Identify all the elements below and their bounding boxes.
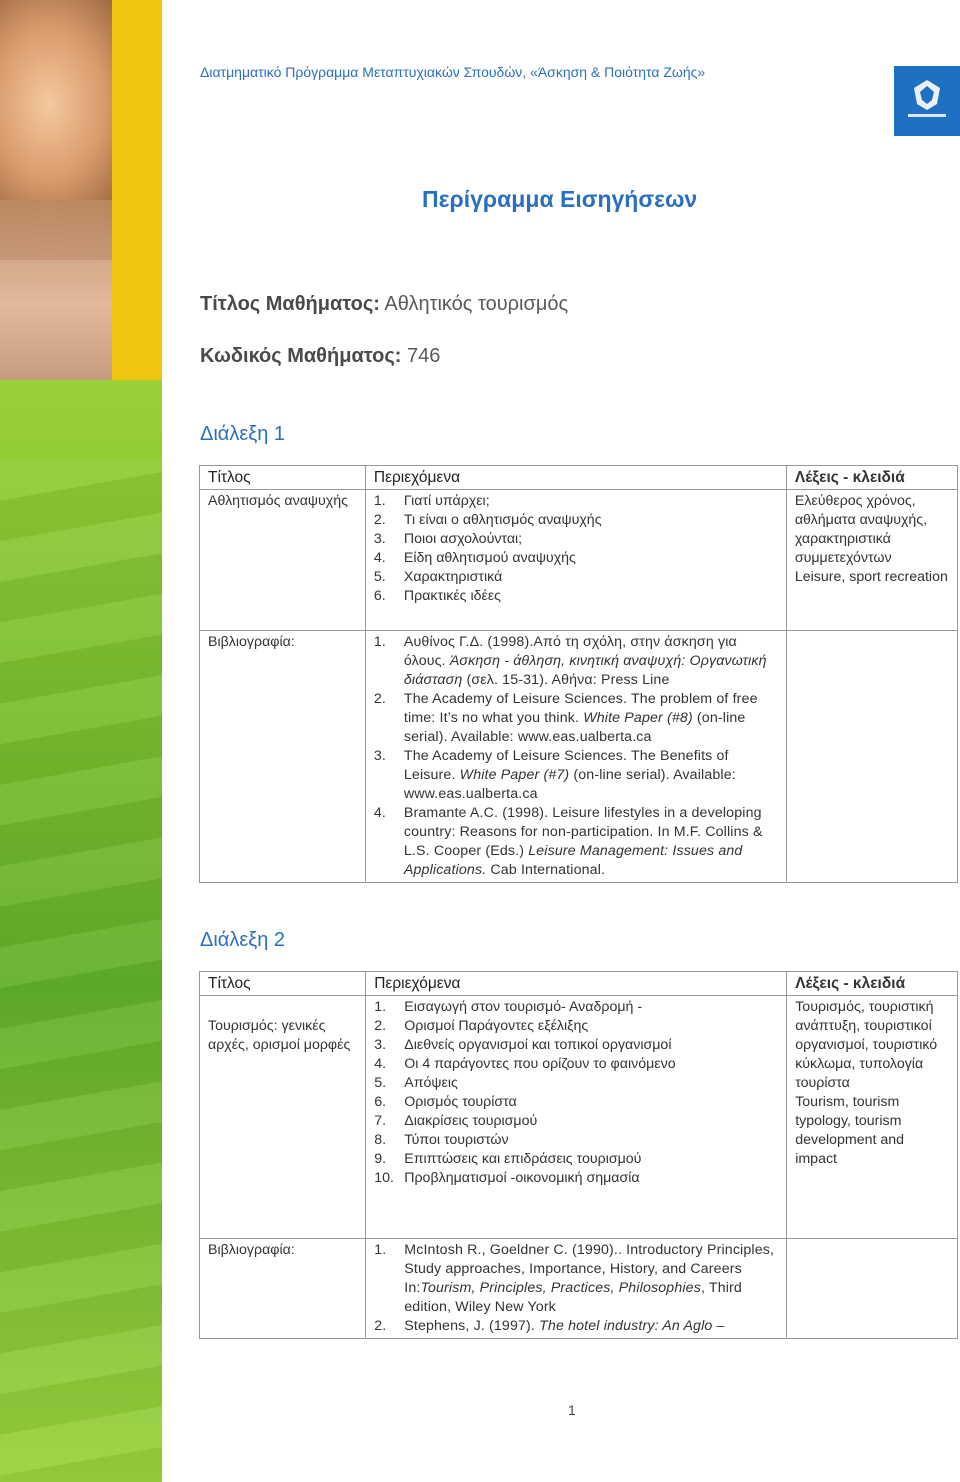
contents-list <box>374 998 778 1188</box>
empty-cell <box>786 631 957 883</box>
list-item-text: Είδη αθλητισμού αναψυχής <box>403 550 576 566</box>
list-item <box>374 1093 778 1112</box>
list-item-number: 7. <box>374 1113 387 1129</box>
side-photo-strip <box>0 0 162 1482</box>
list-item-number: 10. <box>374 1170 394 1186</box>
list-item <box>374 1017 778 1036</box>
table-row <box>200 490 958 631</box>
list-item-text: Οι 4 παράγοντες που ορίζουν το φαινόμενο <box>404 1056 676 1072</box>
table-row <box>200 996 958 1239</box>
bibliography-number: 4. <box>373 805 387 821</box>
table-header-row <box>200 972 958 996</box>
list-item-text: Χαρακτηριστικά <box>403 569 503 585</box>
course-title-label: Τίτλος Μαθήματος: <box>200 293 380 315</box>
bibliography-entry <box>374 1317 778 1336</box>
bibliography-entry <box>374 1241 778 1317</box>
bibliography-number: 1. <box>373 634 387 650</box>
keywords-cell <box>786 490 957 631</box>
course-code-line <box>200 345 440 368</box>
bibliography-italic-text: The hotel industry: An Aglo – <box>539 1318 725 1334</box>
bibliography-italic-text: White Paper (#7) <box>459 767 570 783</box>
list-item <box>374 998 778 1017</box>
course-title-line <box>200 293 568 316</box>
header-contents: Περιεχόμενα <box>366 972 787 996</box>
keywords-english: Leisure, sport recreation <box>794 569 948 585</box>
keywords-greek: Ελεύθερος χρόνος, αθλήματα αναψυχής, χαρακτηριστικά συμμετεχόντων <box>794 493 928 566</box>
list-item <box>374 1131 778 1150</box>
bibliography-italic-text: Leisure Management: Issues and Applications. <box>403 843 743 878</box>
list-item <box>374 549 778 568</box>
list-item <box>374 568 778 587</box>
table-row <box>200 631 958 883</box>
bibliography-entry <box>374 633 778 690</box>
list-item-number: 5. <box>373 569 386 585</box>
bibliography-list <box>374 1241 778 1336</box>
course-title-value: Αθλητικός τουρισμός <box>384 293 569 315</box>
list-item-number: 4. <box>374 1056 387 1072</box>
green-texture <box>0 460 162 1482</box>
list-item <box>374 492 778 511</box>
list-item-text: Διακρίσεις τουρισμού <box>404 1113 538 1129</box>
bibliography-list <box>374 633 778 880</box>
bibliography-cell <box>366 1239 787 1339</box>
bibliography-number: 3. <box>373 748 387 764</box>
list-item-number: 2. <box>373 512 386 528</box>
list-item <box>374 1055 778 1074</box>
list-item-text: Προβληματισμοί -οικονομική σημασία <box>404 1170 640 1186</box>
list-item <box>374 587 778 606</box>
list-item <box>374 1074 778 1093</box>
list-item-text: Τύποι τουριστών <box>404 1132 509 1148</box>
bibliography-text: Bramante A.C. (1998). Leisure lifestyles in a developing country: Reasons for non-participation. In M.F. Collins & L.S. Cooper (Eds.) <box>403 805 763 859</box>
bibliography-text: The Academy of Leisure Sciences. The problem of free time: It’s no what you think. <box>403 691 758 726</box>
list-item-text: Γιατί υπάρχει; <box>403 493 490 509</box>
bibliography-text: McIntosh R., Goeldner C. (1990).. Introductory Principles, Study approaches, Importance, History, and Careers In: <box>404 1242 775 1296</box>
bibliography-italic-text: Άσκηση - άθληση, κινητική αναψυχή: Οργανωτική διάσταση <box>403 653 767 688</box>
table-row <box>200 1239 958 1339</box>
list-item-number: 1. <box>374 999 387 1015</box>
bibliography-cell <box>365 631 786 883</box>
keywords-english: Tourism, tourism typology, tourism development and impact <box>795 1094 905 1167</box>
bibliography-text: The Academy of Leisure Sciences. The Benefits of Leisure. <box>403 748 729 783</box>
list-item-number: 4. <box>373 550 386 566</box>
course-code-label: Κωδικός Μαθήματος: <box>200 345 402 367</box>
bibliography-entry <box>374 804 778 880</box>
lecture-2-table <box>199 971 958 1339</box>
header-contents: Περιεχόμενα <box>365 466 786 490</box>
header-title: Τίτλος <box>200 466 366 490</box>
bibliography-text: (σελ. 15-31). Αθήνα: Press Line <box>462 672 670 688</box>
list-item-number: 8. <box>374 1132 387 1148</box>
header-title: Τίτλος <box>200 972 366 996</box>
list-item-number: 3. <box>374 1037 387 1053</box>
bibliography-text: (on-line serial). Available: www.eas.ualberta.ca <box>403 710 746 745</box>
list-item-number: 5. <box>374 1075 387 1091</box>
bibliography-entry <box>374 690 778 747</box>
yellow-accent-bar <box>112 0 162 420</box>
keywords-greek: Τουρισμός, τουριστική ανάπτυξη, τουριστικοί οργανισμοί, τουριστικό κύκλωμα, τυπολογία τουρίστα <box>795 999 938 1091</box>
bibliography-label: Βιβλιογραφία: <box>200 1239 366 1339</box>
list-item-text: Εισαγωγή στον τουρισμό- Αναδρομή - <box>404 999 643 1015</box>
bibliography-text: Αυθίνος Γ.Δ. (1998).Από τη σχόλη, στην άσκηση για όλους. <box>403 634 737 669</box>
bibliography-italic-text: White Paper (#8) <box>583 710 693 726</box>
list-item-text: Ορισμός τουρίστα <box>404 1094 517 1110</box>
list-item <box>374 530 778 549</box>
list-item-number: 3. <box>373 531 386 547</box>
keywords-cell <box>787 996 958 1239</box>
empty-cell <box>787 1239 958 1339</box>
bibliography-number: 2. <box>374 1318 387 1334</box>
bibliography-number: 2. <box>373 691 387 707</box>
contents-list <box>374 492 778 606</box>
list-item <box>374 1150 778 1169</box>
list-item-text: Διεθνείς οργανισμοί και τοπικοί οργανισμοί <box>404 1037 672 1053</box>
page-title: Περίγραμμα Εισηγήσεων <box>422 186 698 212</box>
bibliography-text: (on-line serial). Available: www.eas.ualberta.ca <box>403 767 736 802</box>
list-item-text: Πρακτικές ιδέες <box>403 588 501 604</box>
lecture-title-text: Τουρισμός: γενικές αρχές, ορισμοί μορφές <box>208 1018 351 1053</box>
list-item-number: 6. <box>373 588 386 604</box>
list-item-text: Ορισμοί Παράγοντες εξέλιξης <box>404 1018 589 1034</box>
bibliography-number: 1. <box>374 1242 387 1258</box>
contents-cell <box>366 996 787 1239</box>
lecture-1-heading: Διάλεξη 1 <box>200 423 286 445</box>
list-item <box>374 1112 778 1131</box>
list-item-text: Απόψεις <box>404 1075 458 1091</box>
list-item <box>374 1169 778 1188</box>
bibliography-entry <box>374 747 778 804</box>
list-item-text: Ποιοι ασχολούνται; <box>403 531 523 547</box>
university-logo-icon <box>894 66 960 136</box>
program-header: Διατμηματικό Πρόγραμμα Μεταπτυχιακών Σπουδών, «Άσκηση & Ποιότητα Ζωής» <box>200 64 706 80</box>
bibliography-italic-text: Tourism, Principles, Practices, Philosophies <box>420 1280 701 1296</box>
contents-cell <box>365 490 786 631</box>
page-number: 1 <box>568 1402 576 1418</box>
table-header-row <box>200 466 958 490</box>
list-item <box>374 511 778 530</box>
bibliography-text: Stephens, J. (1997). <box>404 1318 540 1334</box>
bibliography-text: Cab International. <box>486 862 606 878</box>
list-item-text: Τι είναι ο αθλητισμός αναψυχής <box>403 512 602 528</box>
list-item-number: 1. <box>373 493 386 509</box>
list-item-number: 9. <box>374 1151 387 1167</box>
lecture-1-table <box>199 465 958 883</box>
header-keywords: Λέξεις - κλειδιά <box>787 972 958 996</box>
list-item <box>374 1036 778 1055</box>
bibliography-label: Βιβλιογραφία: <box>200 631 366 883</box>
header-keywords: Λέξεις - κλειδιά <box>786 466 957 490</box>
lecture-title-cell: Αθλητισμός αναψυχής <box>200 490 366 631</box>
lecture-title-cell <box>200 996 366 1239</box>
course-code-value: 746 <box>406 345 441 367</box>
list-item-number: 6. <box>374 1094 387 1110</box>
list-item-text: Επιπτώσεις και επιδράσεις τουρισμού <box>404 1151 642 1167</box>
lecture-2-heading: Διάλεξη 2 <box>200 929 286 951</box>
list-item-number: 2. <box>374 1018 387 1034</box>
bibliography-text: , Third edition, Wiley New York <box>404 1280 742 1315</box>
